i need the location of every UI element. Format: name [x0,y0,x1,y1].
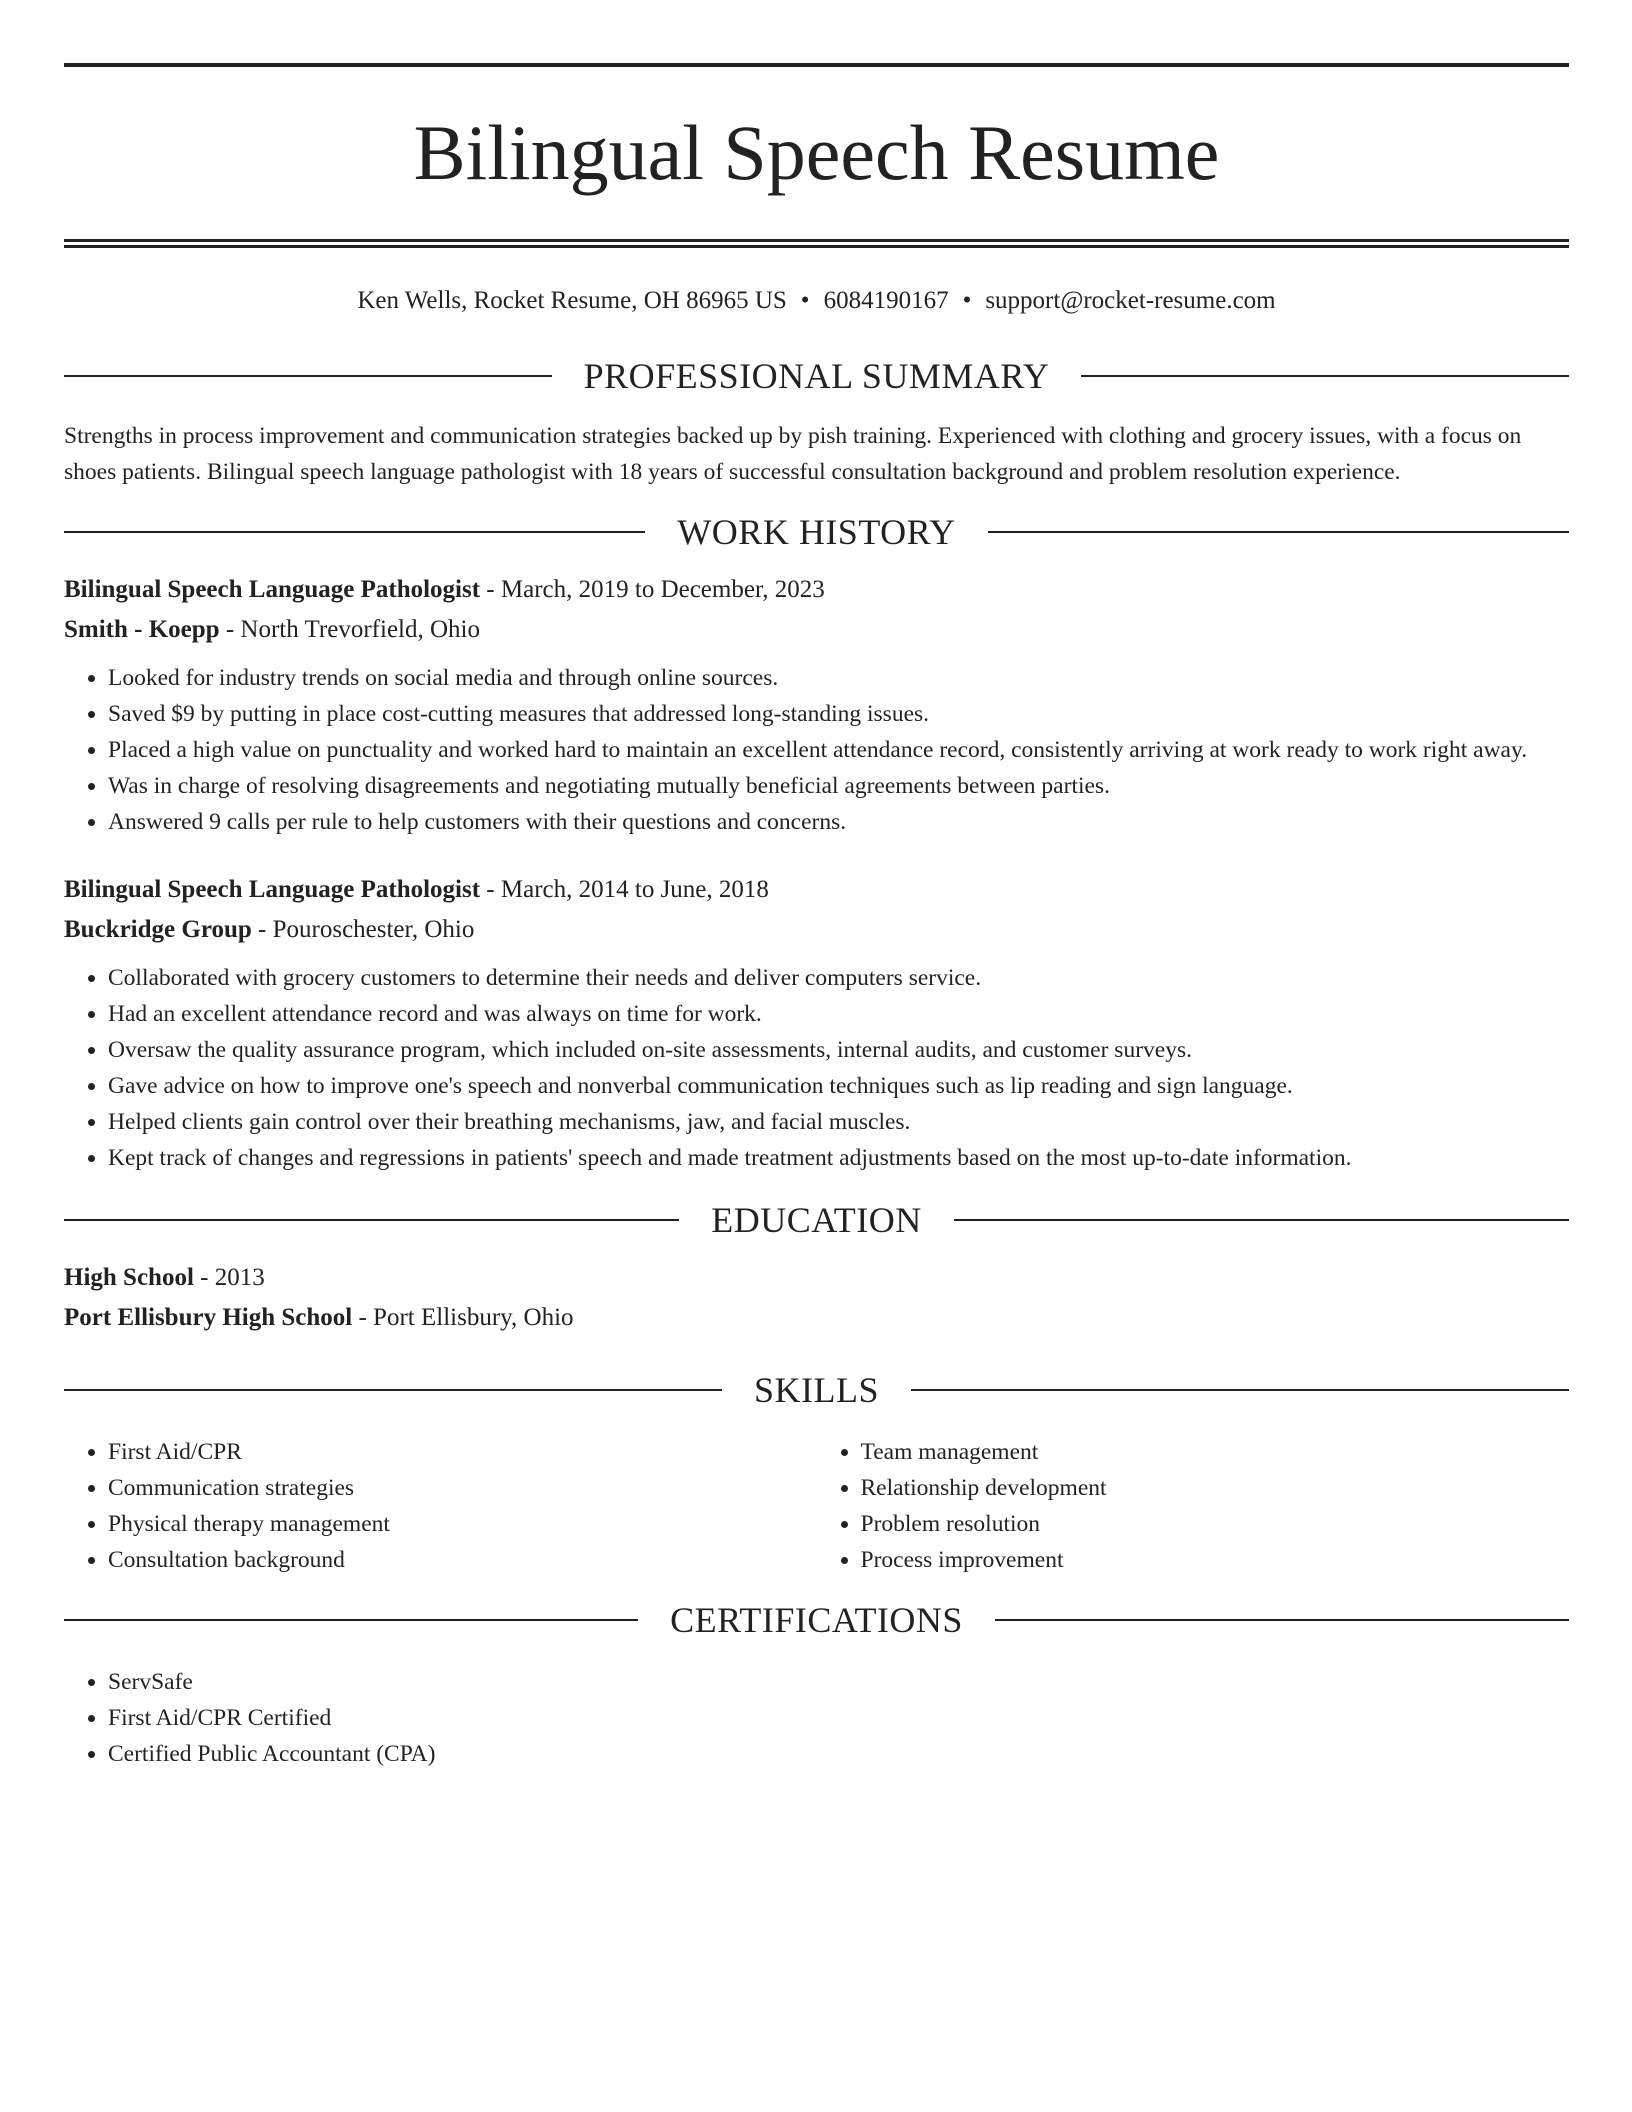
job-company: Smith - Koepp [64,616,220,643]
heading-rule [64,1219,679,1221]
title-double-rule [64,239,1569,248]
job-company-line [64,910,1569,950]
education-school-line [64,1298,1569,1338]
summary-text: Strengths in process improvement and communication strategies backed up by pish training. Experienced with clothing and grocery issues, with a focus on shoes patients. Bilingual speech language pathologist with 18 years of successful consultation background and problem resolution experience. [64,423,1522,485]
certification-item: • Certified Public Accountant (CPA) [108,1736,1569,1772]
heading-rule [64,1619,638,1621]
skill-item: • Physical therapy management [108,1506,817,1542]
education-entry [64,1258,1569,1338]
summary-heading-label: PROFESSIONAL SUMMARY [583,356,1050,396]
job-bullet: • Collaborated with grocery customers to determine their needs and deliver computers service. [108,960,1569,996]
job-bullet: • Placed a high value on punctuality and worked hard to maintain an excellent attendance record, consistently arriving at work ready to work right away. [108,732,1569,768]
certifications-section-heading [64,1598,1569,1642]
heading-rule [1081,375,1569,377]
job-title: Bilingual Speech Language Pathologist [64,576,481,603]
education-year: - 2013 [193,1264,265,1291]
certification-item: • ServSafe [108,1664,1569,1700]
job-entry [64,870,1569,1176]
skill-item: • Communication strategies [108,1470,817,1506]
education-degree: High School [64,1264,194,1291]
certifications-list [64,1664,1569,1772]
contact-phone: 6084190167 [823,287,949,314]
education-school: Port Ellisbury High School [64,1304,353,1331]
skill-item: • First Aid/CPR [108,1434,817,1470]
heading-rule [988,531,1569,533]
job-bullets [64,660,1569,840]
heading-rule [64,1389,722,1391]
job-title-line [64,570,1569,610]
job-bullet: • Looked for industry trends on social media and through online sources. [108,660,1569,696]
job-bullet: • Oversaw the quality assurance program, which included on-site assessments, internal audits, and customer surveys. [108,1032,1569,1068]
skill-item: • Relationship development [861,1470,1570,1506]
job-bullets [64,960,1569,1176]
job-company-line [64,610,1569,650]
skill-item: • Process improvement [861,1542,1570,1578]
contact-email: support@rocket-resume.com [985,287,1276,314]
job-dates: - March, 2019 to December, 2023 [480,576,825,603]
heading-rule [954,1219,1569,1221]
job-entry [64,570,1569,840]
certification-item: • First Aid/CPR Certified [108,1700,1569,1736]
heading-rule [64,375,552,377]
certifications-heading-label: CERTIFICATIONS [670,1600,963,1640]
contact-line [64,284,1569,318]
resume-page [64,0,1569,1772]
heading-rule [995,1619,1569,1621]
job-bullet: • Saved $9 by putting in place cost-cutting measures that addressed long-standing issues. [108,696,1569,732]
education-degree-line [64,1258,1569,1298]
resume-title: Bilingual Speech Resume [413,109,1220,196]
education-section-heading [64,1198,1569,1242]
job-bullet: • Gave advice on how to improve one's speech and nonverbal communication techniques such as lip reading and sign language. [108,1068,1569,1104]
skills-column-right [817,1434,1570,1578]
work-heading-label: WORK HISTORY [677,512,956,552]
skill-item: • Consultation background [108,1542,817,1578]
skills-grid [64,1434,1569,1578]
job-bullet: • Had an excellent attendance record and was always on time for work. [108,996,1569,1032]
job-bullet: • Answered 9 calls per rule to help customers with their questions and concerns. [108,804,1569,840]
job-dates: - March, 2014 to June, 2018 [480,876,769,903]
job-location: - North Trevorfield, Ohio [219,616,480,643]
work-section-heading [64,510,1569,554]
job-location: - Pouroschester, Ohio [251,916,475,943]
heading-rule [911,1389,1569,1391]
job-bullet: • Helped clients gain control over their breathing mechanisms, jaw, and facial muscles. [108,1104,1569,1140]
job-title-line [64,870,1569,910]
skill-item: • Problem resolution [861,1506,1570,1542]
job-bullet: • Kept track of changes and regressions in patients' speech and made treatment adjustments based on the most up-to-date information. [108,1140,1569,1176]
top-rule [64,63,1569,67]
heading-rule [64,531,645,533]
skills-column-left [64,1434,817,1578]
contact-separator: • [800,287,810,314]
job-company: Buckridge Group [64,916,252,943]
contact-separator: • [962,287,972,314]
skills-section-heading [64,1368,1569,1412]
job-title: Bilingual Speech Language Pathologist [64,876,481,903]
skill-item: • Team management [861,1434,1570,1470]
job-bullet: • Was in charge of resolving disagreements and negotiating mutually beneficial agreements between parties. [108,768,1569,804]
contact-address: Ken Wells, Rocket Resume, OH 86965 US [357,287,787,314]
summary-section-heading [64,354,1569,398]
education-heading-label: EDUCATION [711,1200,922,1240]
education-location: - Port Ellisbury, Ohio [352,1304,574,1331]
skills-heading-label: SKILLS [754,1370,880,1410]
